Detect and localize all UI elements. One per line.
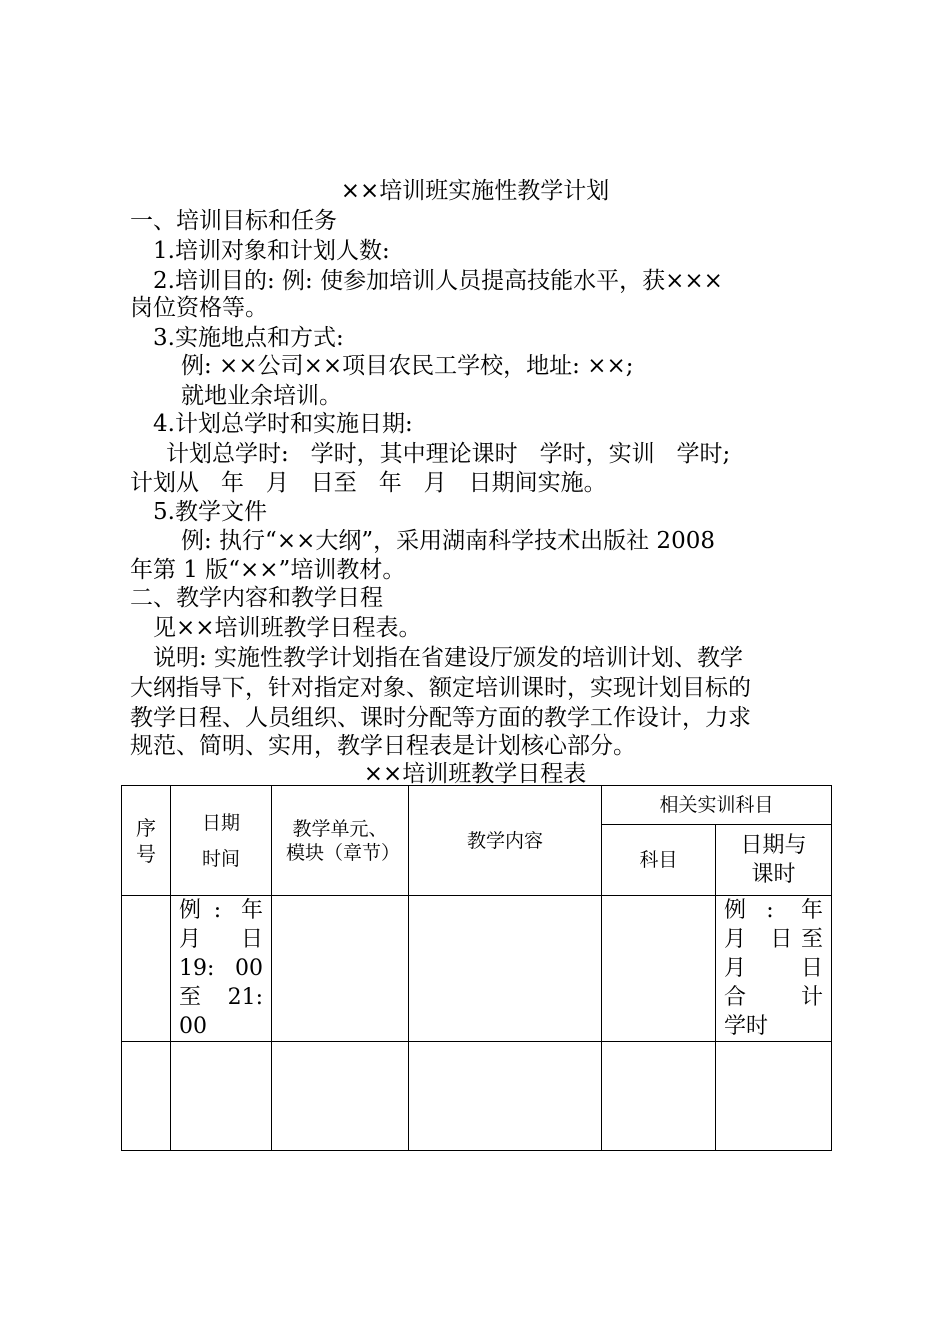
note-line-4: 规范、简明、实用，教学日程表是计划核心部分。 [130, 733, 636, 759]
row-1-date-hours: 例: 年 月 日至 月 日 合 计 学时 [716, 896, 832, 1042]
item-5: 5.教学文件 [153, 499, 267, 525]
header-date-time: 日期 时间 [171, 786, 272, 896]
header-related-training: 相关实训科目 [602, 786, 832, 825]
schedule-reference: 见××培训班教学日程表。 [153, 615, 422, 641]
row-2-seq [122, 1042, 171, 1151]
item-4-dates: 计划从 年 月 日至 年 月 日期间实施。 [130, 470, 607, 496]
section-heading-1: 一、培训目标和任务 [130, 208, 337, 234]
item-4-hours: 计划总学时: 学时，其中理论课时 学时，实训 学时; [166, 441, 731, 467]
item-2: 2.培训目的: 例: 使参加培训人员提高技能水平，获××× [153, 268, 723, 294]
note-line-1: 说明: 实施性教学计划指在省建设厅颁发的培训计划、教学 [153, 645, 744, 671]
row-2-unit [272, 1042, 409, 1151]
header-date-hours: 日期与课时 [716, 825, 832, 896]
item-3: 3.实施地点和方式: [153, 325, 344, 351]
row-1-subject [602, 896, 716, 1042]
schedule-table-title: ××培训班教学日程表 [363, 761, 587, 787]
row-2-content [409, 1042, 602, 1151]
item-5-example: 例: 执行“××大纲”，采用湖南科学技术出版社 2008 [181, 528, 715, 554]
item-2-cont: 岗位资格等。 [130, 295, 268, 321]
item-5-cont: 年第 1 版“××”培训教材。 [130, 557, 406, 583]
header-content: 教学内容 [409, 786, 602, 896]
header-unit: 教学单元、模块（章节） [272, 786, 409, 896]
note-line-3: 教学日程、人员组织、课时分配等方面的教学工作设计，力求 [130, 705, 751, 731]
document-title: ××培训班实施性教学计划 [340, 178, 610, 204]
item-1: 1.培训对象和计划人数: [153, 238, 390, 264]
row-1-unit [272, 896, 409, 1042]
row-2-date-hours [716, 1042, 832, 1151]
header-subject: 科目 [602, 825, 716, 896]
section-heading-2: 二、教学内容和教学日程 [130, 585, 383, 611]
note-line-2: 大纲指导下，针对指定对象、额定培训课时，实现计划目标的 [130, 675, 751, 701]
row-1-content [409, 896, 602, 1042]
item-4: 4.计划总学时和实施日期: [153, 411, 413, 437]
row-2-subject [602, 1042, 716, 1151]
item-3-mode: 就地业余培训。 [181, 383, 342, 409]
item-3-example: 例: ××公司××项目农民工学校，地址: ××; [181, 353, 634, 379]
schedule-table [121, 785, 832, 1151]
row-2-date [171, 1042, 272, 1151]
row-1-seq [122, 896, 171, 1042]
row-1-date: 例: 年 月 日 19: 00 至 21: 00 [171, 896, 272, 1042]
header-seq: 序号 [122, 786, 171, 896]
